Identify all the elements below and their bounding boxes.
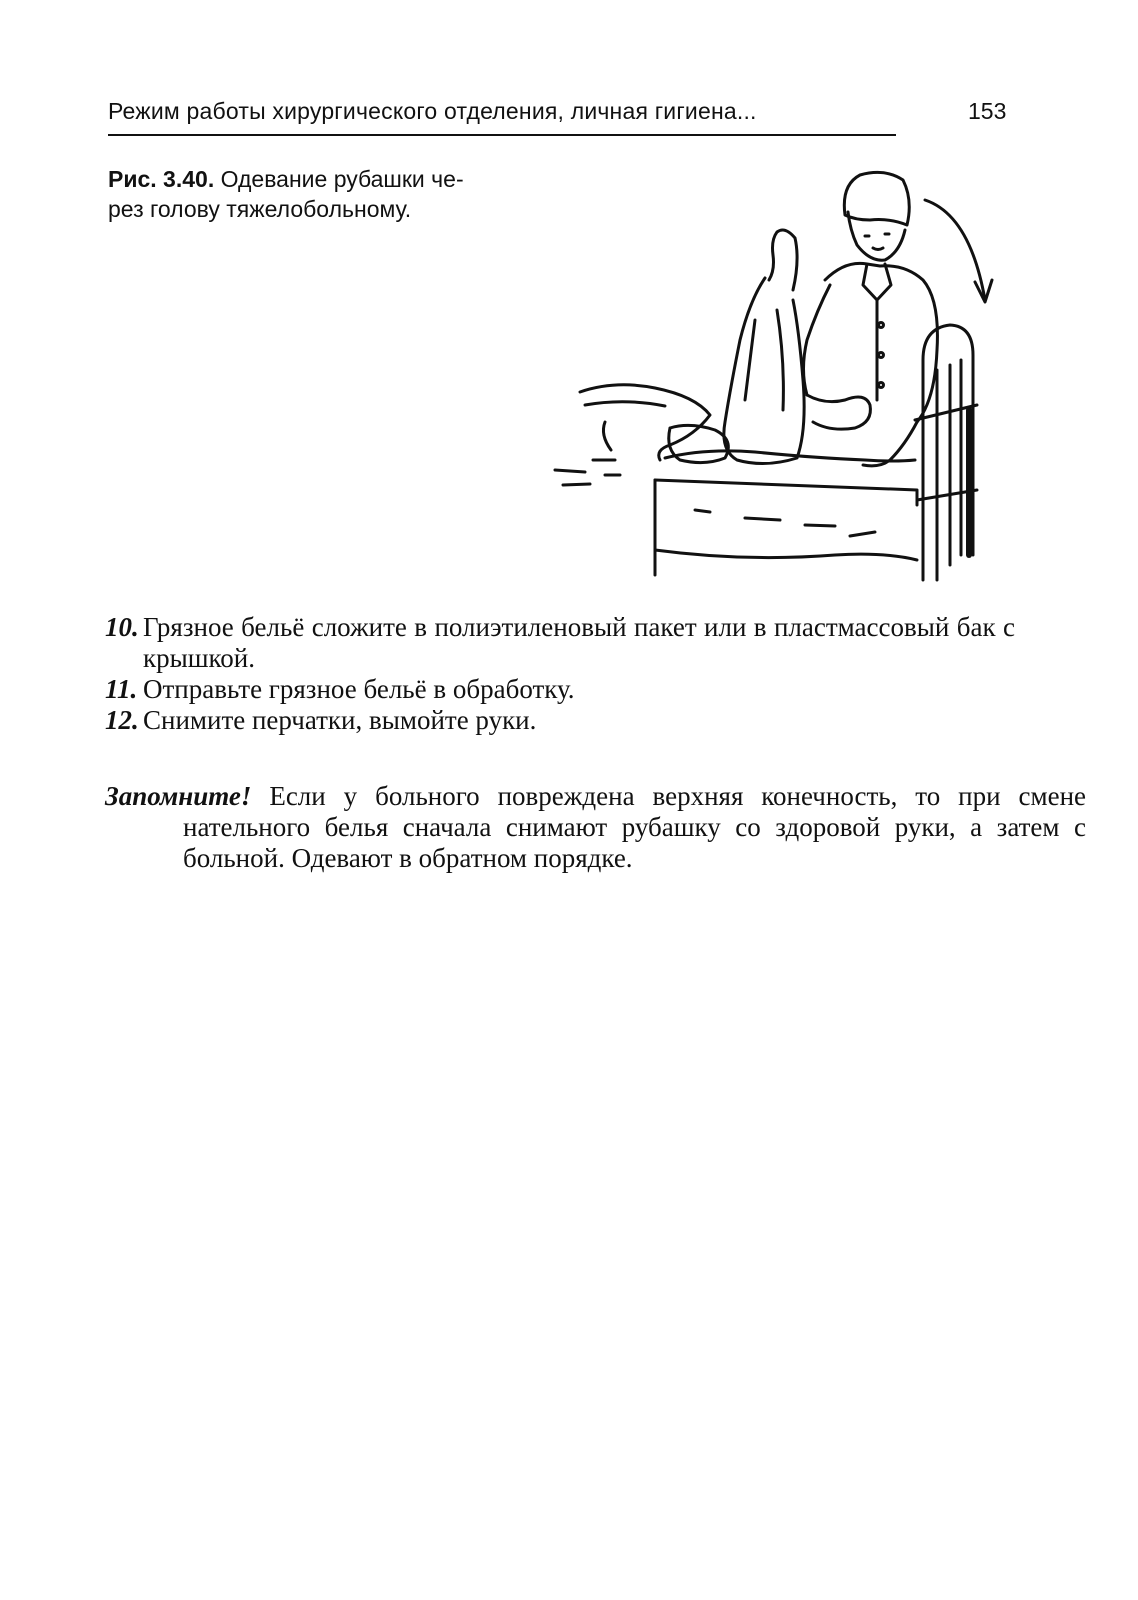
list-item — [105, 612, 1015, 674]
step-text: Отправьте грязное бельё в обработку. — [143, 674, 575, 704]
reminder-label: Запомните! — [105, 781, 252, 811]
pillow — [555, 385, 728, 485]
list-item — [105, 674, 1015, 705]
steps-list — [105, 612, 1015, 736]
figure-caption-line2: рез голову тяжелобольному. — [108, 196, 412, 222]
step-text: Снимите перчатки, вымойте руки. — [143, 705, 537, 735]
step-number: 10. — [105, 612, 139, 642]
nurse-dressing-patient-illustration — [545, 160, 1015, 590]
nurse — [804, 172, 938, 465]
patient-shirt — [724, 230, 804, 464]
bed-mattress — [655, 451, 917, 575]
list-item — [105, 705, 1015, 736]
step-text: Грязное бельё сложите в полиэтиленовый пакет или в пластмассовый бак с крышкой. — [143, 612, 1015, 673]
reminder-text: Если у больного повреждена верхняя конечность, то при смене нательного белья сначала снимают рубашку со здоровой руки, а затем с больной. Одевают в обратном порядке. — [183, 781, 1087, 873]
reminder-note — [105, 781, 1086, 874]
figure-label: Рис. 3.40. — [108, 166, 215, 192]
header-rule — [108, 134, 896, 136]
step-number: 11. — [105, 674, 138, 704]
figure-caption-line1: Одевание рубашки че- — [220, 166, 464, 192]
step-number: 12. — [105, 705, 139, 735]
page-number: 153 — [968, 98, 1007, 124]
bed-headboard — [915, 325, 977, 580]
figure-caption — [108, 164, 548, 224]
running-title: Режим работы хирургического отделения, личная гигиена... — [108, 98, 757, 124]
motion-arrow — [925, 200, 992, 302]
